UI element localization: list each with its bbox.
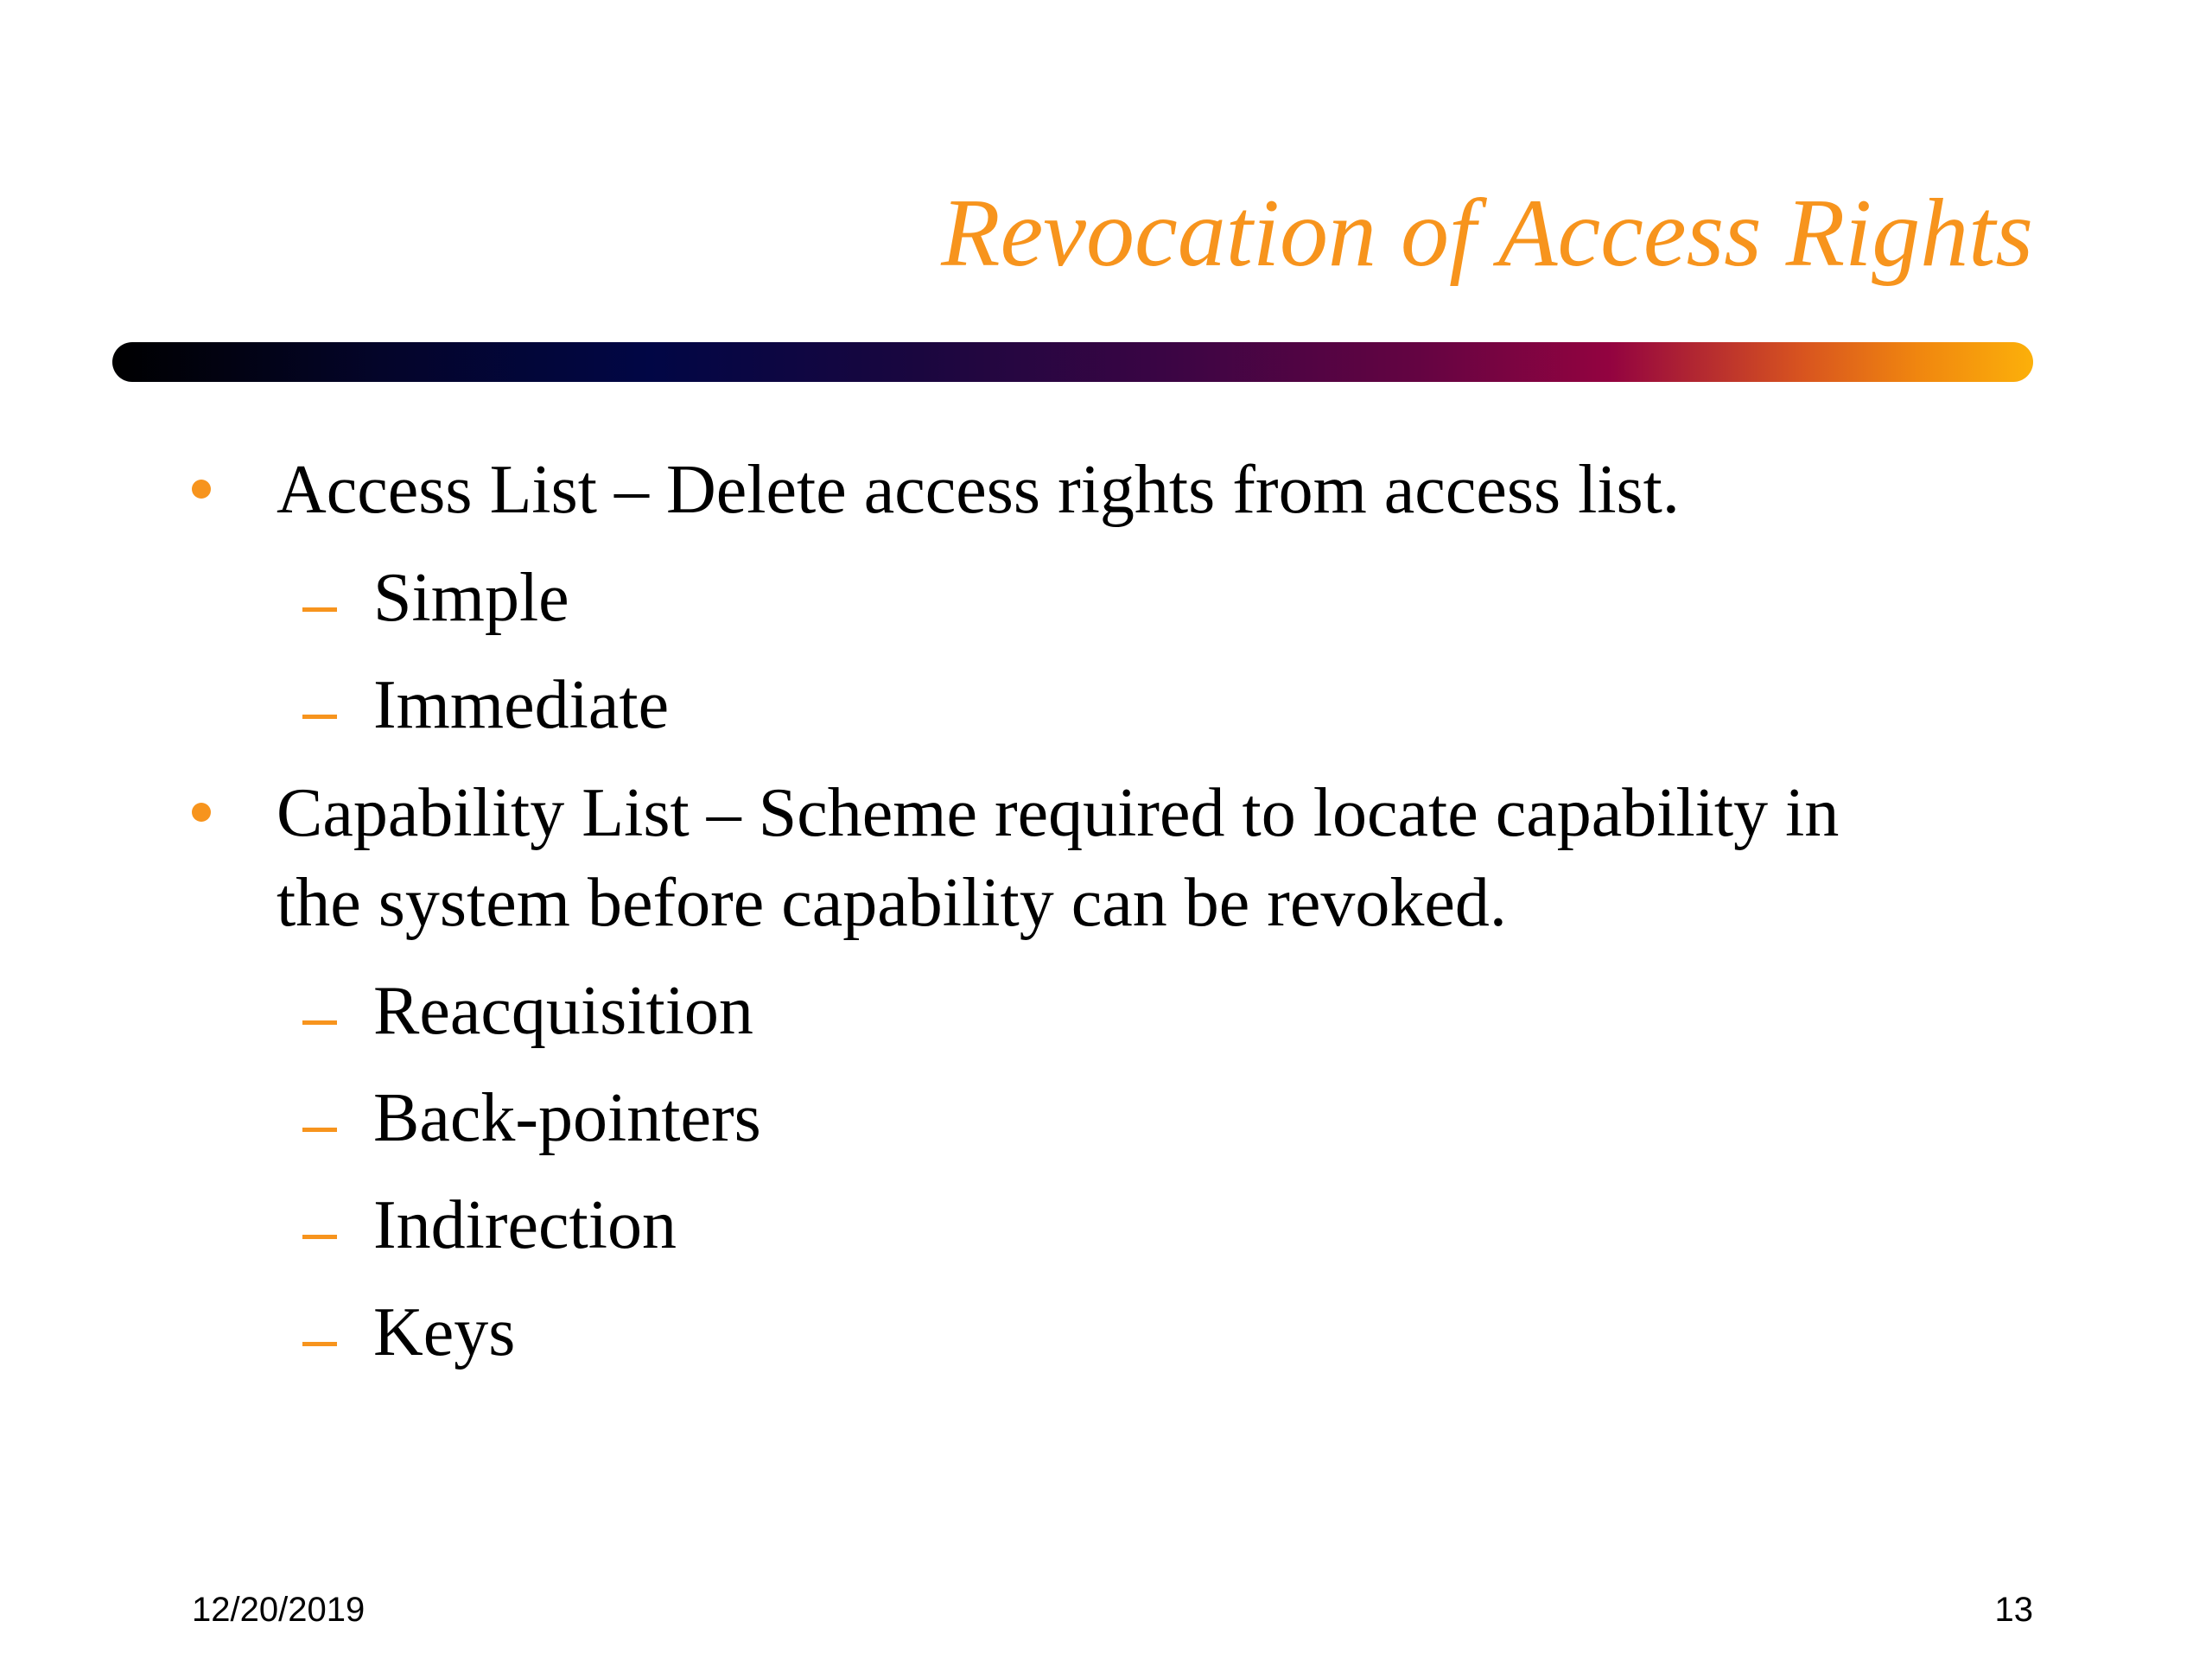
slide-title: Revocation of Access Rights <box>941 180 2033 287</box>
dash-icon <box>302 708 337 723</box>
footer-page-number: 13 <box>1994 1591 2033 1629</box>
bullet-dot-icon <box>192 480 211 503</box>
bullet-text-line-1: Capability List – Scheme required to locate capability in <box>276 775 1840 851</box>
footer-date: 12/20/2019 <box>192 1591 365 1629</box>
dash-icon <box>302 1121 337 1136</box>
sub-item: Simple <box>373 560 569 636</box>
dash-icon <box>302 1014 337 1029</box>
sub-item: Immediate <box>373 667 670 743</box>
bullet-text: Access List – Delete access rights from access list. <box>276 452 1680 528</box>
dash-icon <box>302 601 337 616</box>
bullet-text-line-2: the system before capability can be revoked. <box>276 865 1507 941</box>
sub-item: Keys <box>373 1294 516 1370</box>
sub-item: Indirection <box>373 1187 677 1263</box>
sub-item: Reacquisition <box>373 973 753 1049</box>
dash-icon <box>302 1228 337 1243</box>
dash-icon <box>302 1335 337 1351</box>
bullet-dot-icon <box>192 803 211 826</box>
sub-item: Back-pointers <box>373 1080 761 1156</box>
